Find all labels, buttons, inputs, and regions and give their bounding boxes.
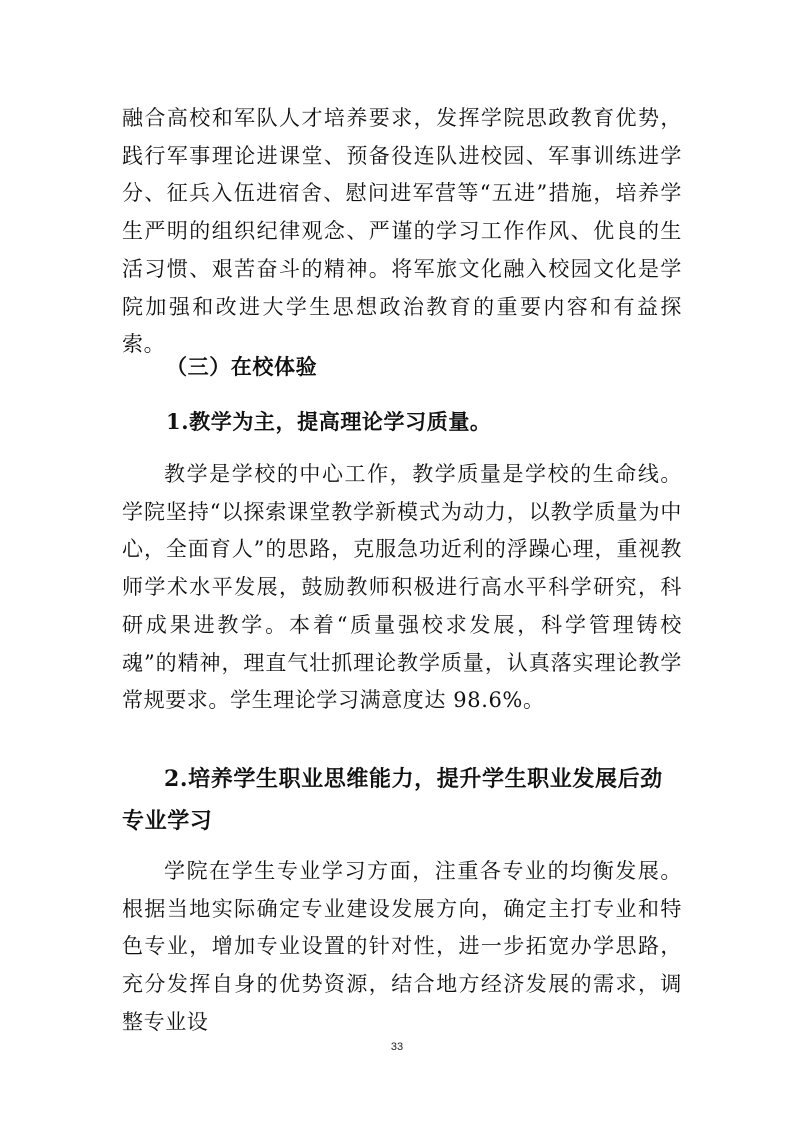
paragraph-military-culture: 融合高校和军队人才培养要求，发挥学院思政教育优势，践行军事理论进课堂、预备役连队进校园、军事训练进学分、征兵入伍进宿舍、慰问进军营等“五进”措施，培养学生严明的组织纪律观念、严谨的学习工作作风、优良的生活习惯、艰苦奋斗的精神。将军旅文化融入校园文化是学院加强和改进大学生思想政治教育的重要内容和有益探索。 (122, 106, 682, 357)
section-heading-campus-experience: （三）在校体验 (166, 354, 318, 379)
subheading-teaching-quality: 1.教学为主，提高理论学习质量。 (166, 409, 492, 434)
subheading-professional-thinking: 2.培养学生职业思维能力，提升学生职业发展后劲专业学习 (122, 766, 663, 834)
paragraph-professional-learning: 学院在学生专业学习方面，注重各专业的均衡发展。根据当地实际确定专业建设发展方向，确定主打专业和特色专业，增加专业设置的针对性，进一步拓宽办学思路，充分发挥自身的优势资源，结合地方经济发展的需求，调整专业设 (122, 859, 682, 1034)
paragraph-teaching-quality: 教学是学校的中心工作，教学质量是学校的生命线。学院坚持“以探索课堂教学新模式为动力，以教学质量为中心，全面育人”的思路，克服急功近利的浮躁心理，重视教师学术水平发展，鼓励教师积极进行高水平科学研究，科研成果进教学。本着“质量强校求发展，科学管理铸校魂”的精神，理直气壮抓理论教学质量，认真落实理论教学常规要求。学生理论学习满意度达 98.6%。 (122, 462, 682, 713)
page-number: 33 (390, 1041, 404, 1053)
